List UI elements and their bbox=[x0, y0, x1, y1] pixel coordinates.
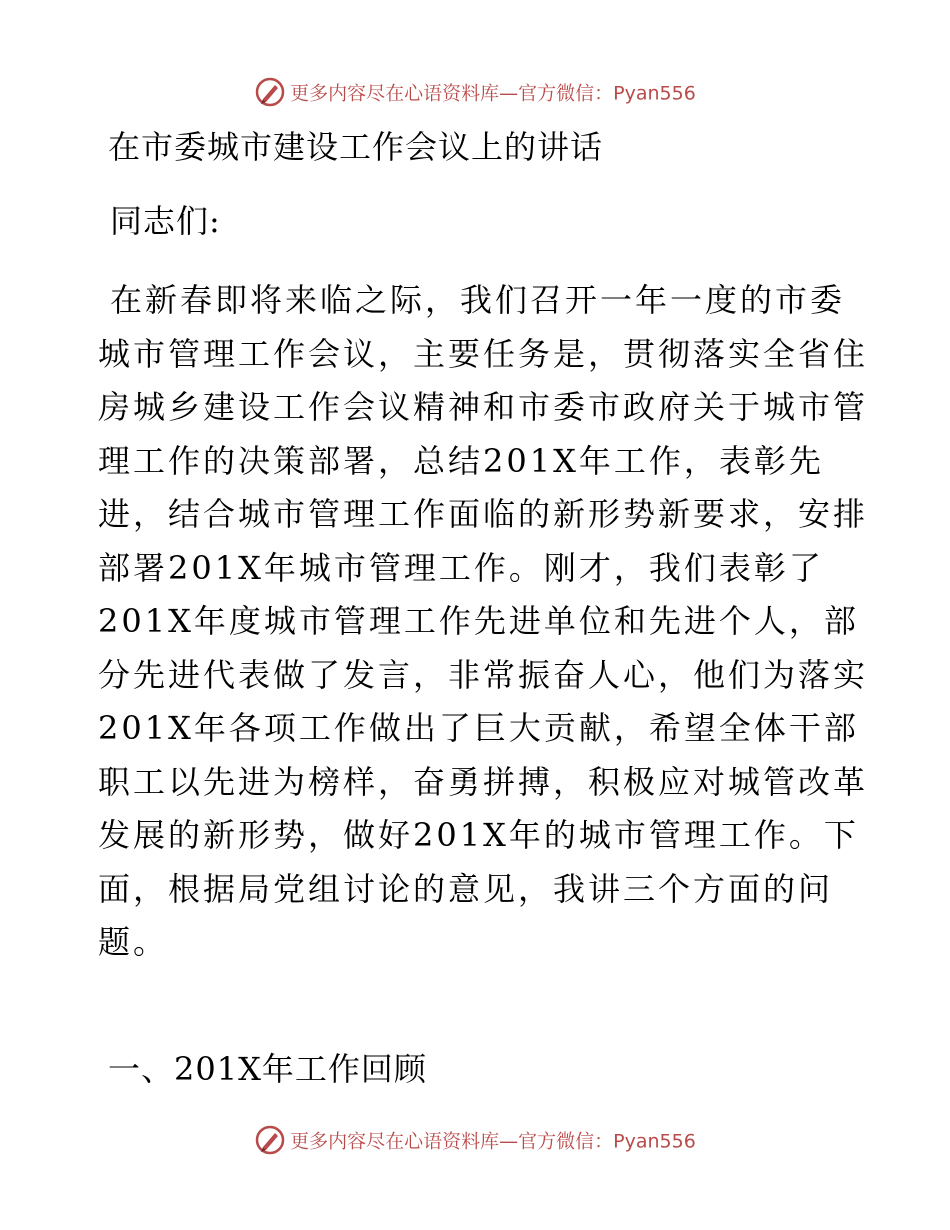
pen-logo-icon bbox=[254, 76, 286, 108]
pen-logo-icon bbox=[254, 1124, 286, 1156]
salutation: 同志们: bbox=[110, 202, 221, 240]
watermark-text: 更多内容尽在心语资料库—官方微信：Pyan556 bbox=[290, 1130, 696, 1153]
watermark-footer bbox=[0, 1124, 950, 1156]
watermark-text: 更多内容尽在心语资料库—官方微信：Pyan556 bbox=[290, 82, 696, 105]
section-heading: 一、201X年工作回顾 bbox=[108, 1050, 427, 1088]
body-paragraph: 在新春即将来临之际，我们召开一年一度的市委城市管理工作会议，主要任务是，贯彻落实全省住房城乡建设工作会议精神和市委市政府关于城市管理工作的决策部署，总结201X年工作，表彰先进，结合城市管理工作面临的新形势新要求，安排部署201X年城市管理工作。刚才，我们表彰了201X年度城市管理工作先进单位和先进个人，部分先进代表做了发言，非常振奋人心，他们为落实201X年各项工作做出了巨大贡献，希望全体干部职工以先进为榜样，奋勇拼搏，积极应对城管改革发展的新形势，做好201X年的城市管理工作。下面，根据局党组讨论的意见，我讲三个方面的问题。 bbox=[98, 281, 869, 961]
page-title: 在市委城市建设工作会议上的讲话 bbox=[108, 128, 604, 166]
watermark-header bbox=[0, 76, 950, 108]
